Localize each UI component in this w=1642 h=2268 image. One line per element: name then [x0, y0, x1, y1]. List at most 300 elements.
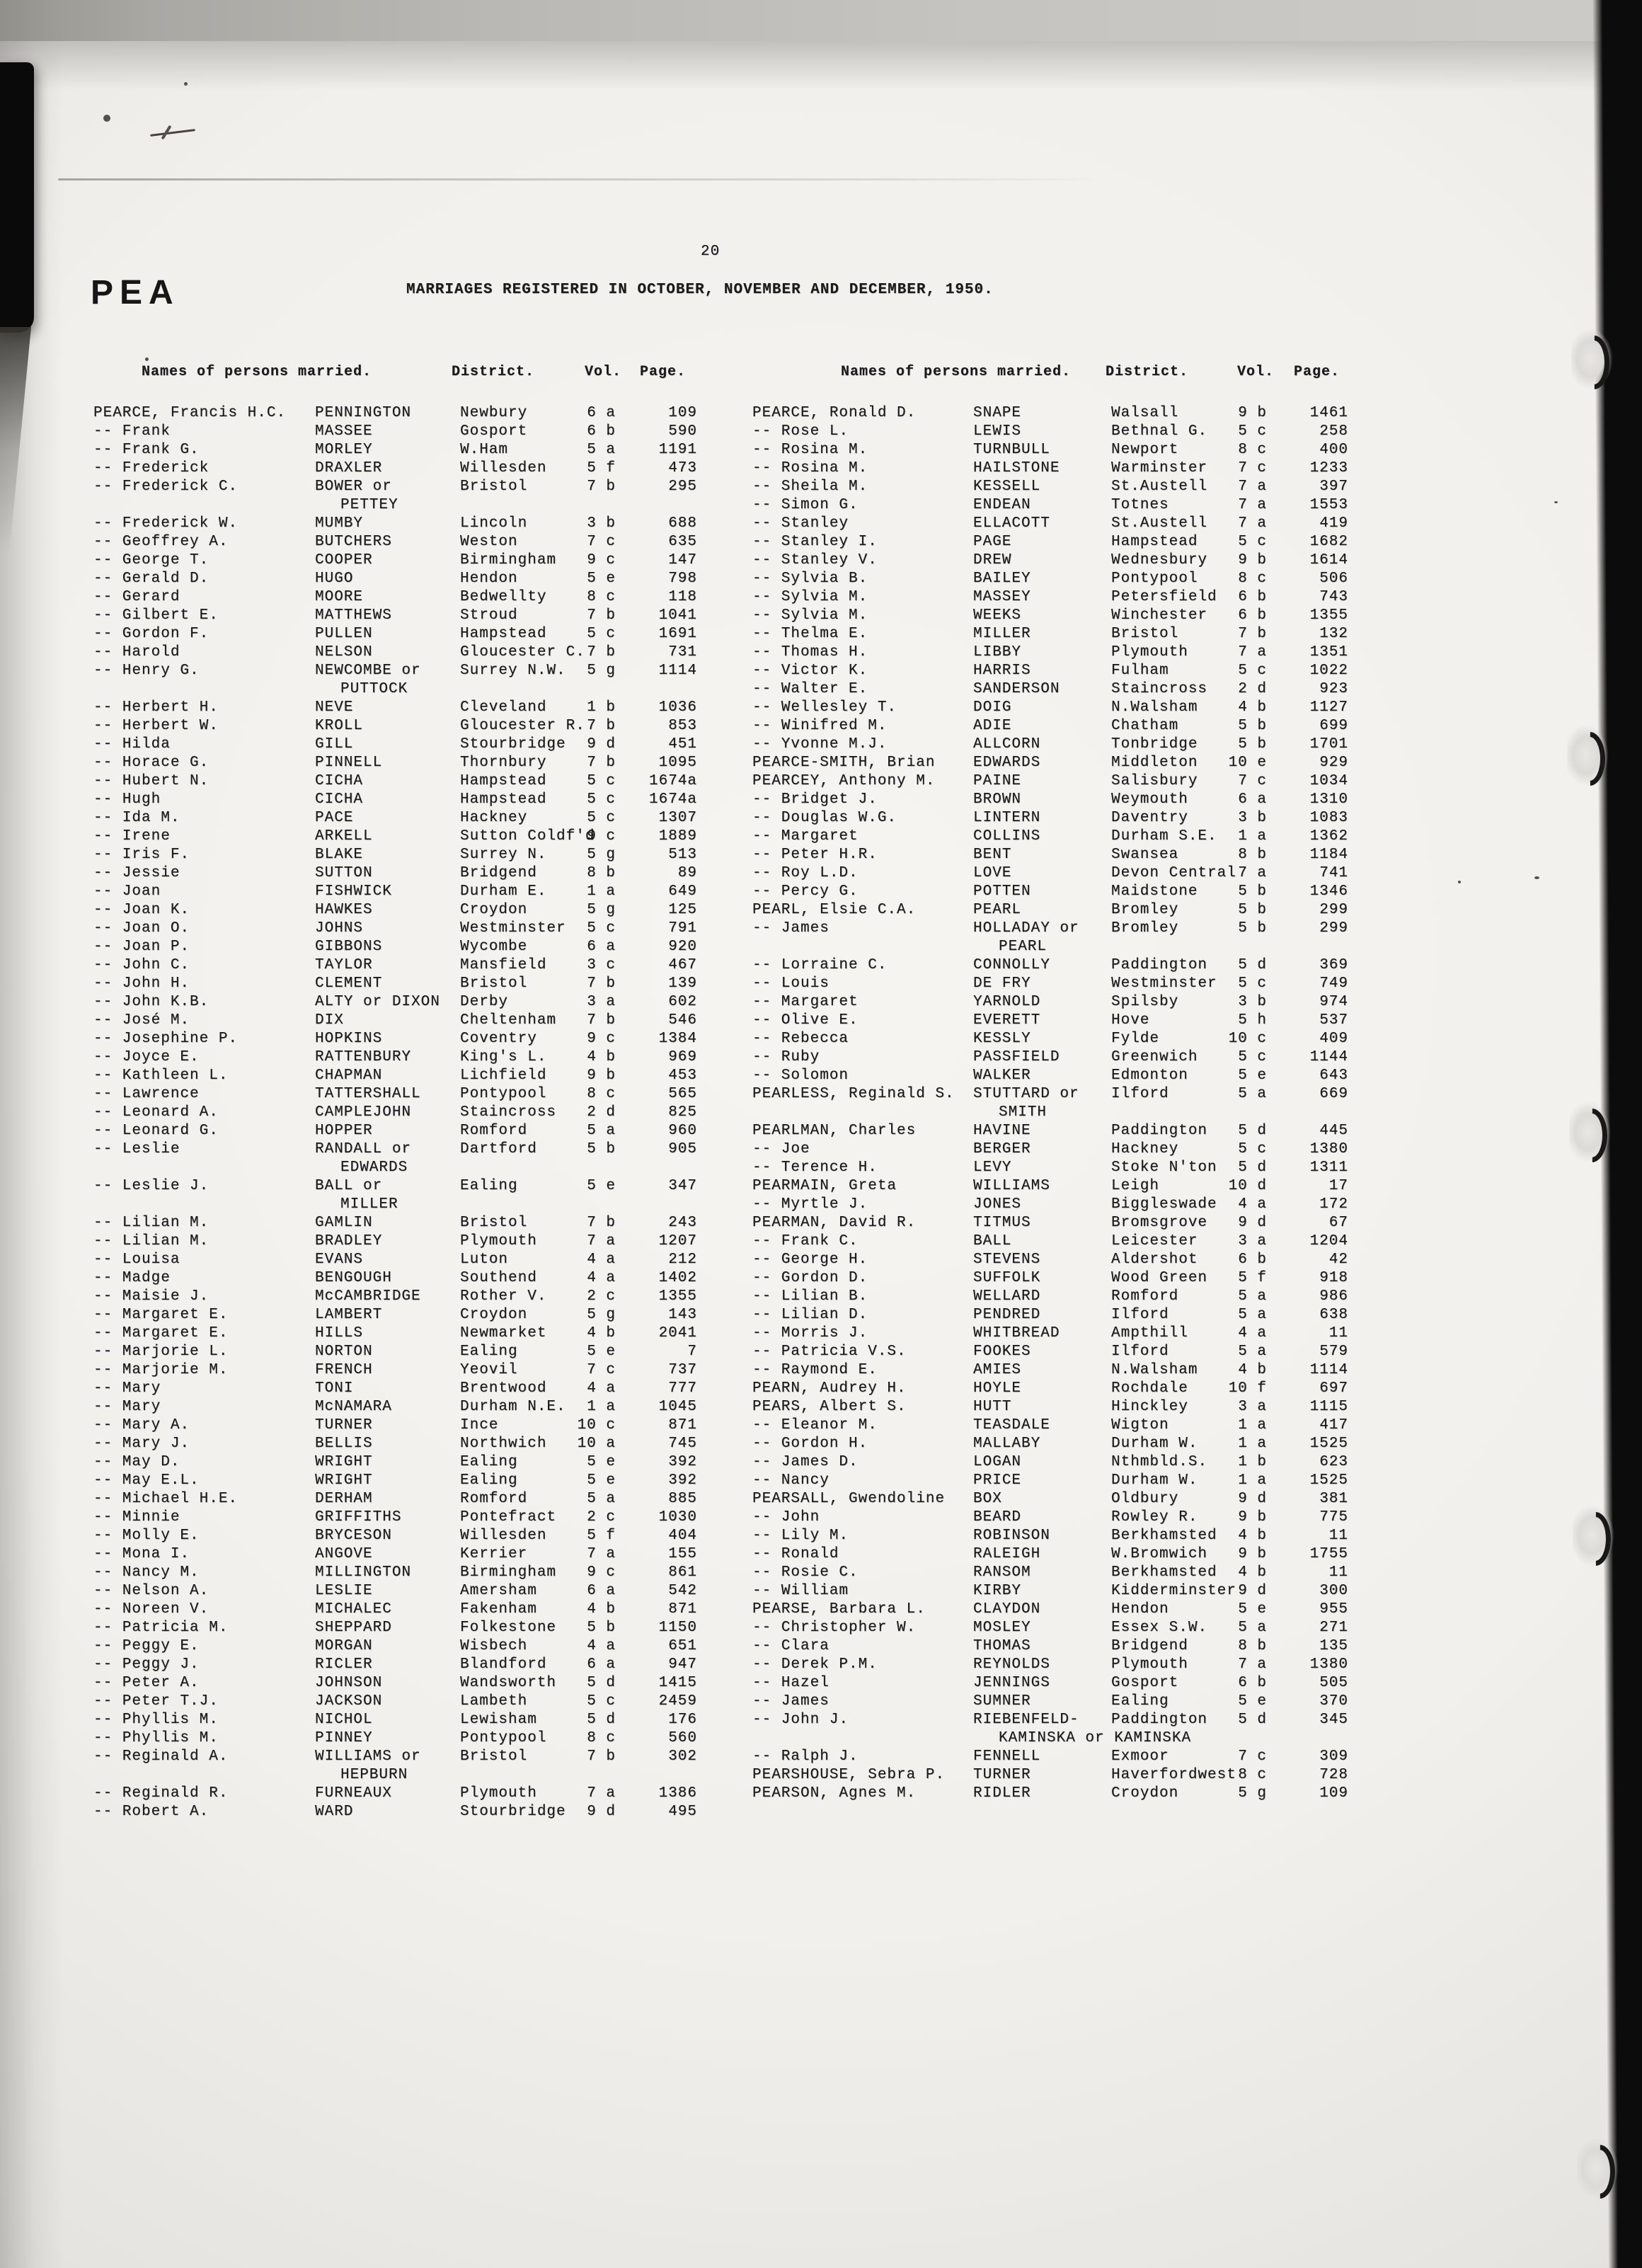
vol-cell: 5 g [587, 902, 616, 918]
table-row [752, 515, 1348, 534]
name-cell: PEARMAN, David R. [752, 1215, 917, 1231]
page-cell: 542 [668, 1583, 697, 1599]
district-cell: Gosport [1111, 1675, 1179, 1691]
vol-cell: 5 c [1238, 975, 1267, 992]
page-cell: 923 [1319, 681, 1348, 697]
table-row [752, 1528, 1348, 1546]
district-cell: Bethnal G. [1111, 423, 1208, 440]
surname-cell: TEASDALE [973, 1417, 1050, 1433]
vol-cell: 5 c [587, 773, 616, 789]
vol-cell: 9 c [587, 552, 616, 568]
surname-cell: GRIFFITHS [315, 1509, 402, 1525]
table-row [93, 718, 697, 736]
surname-cell: SUTTON [315, 865, 373, 881]
page-cell: 871 [668, 1601, 697, 1617]
table-row [93, 1123, 697, 1141]
vol-cell: 3 b [1238, 994, 1267, 1010]
table-row [752, 828, 1348, 847]
name-cell: -- Olive E. [752, 1012, 859, 1029]
vol-cell: 7 c [1238, 773, 1267, 789]
district-cell: Wandsworth [460, 1675, 557, 1691]
surname-cell: GIBBONS [315, 939, 383, 955]
surname-cell: CONNOLLY [973, 957, 1050, 973]
vol-cell: 8 c [1238, 442, 1267, 458]
name-cell: -- Stanley V. [752, 552, 878, 568]
name-cell: -- George H. [752, 1252, 868, 1268]
table-row [93, 1491, 697, 1509]
surname-cell: WEEKS [973, 607, 1022, 624]
page-cell: 172 [1319, 1196, 1348, 1213]
district-cell: Weston [460, 534, 518, 550]
table-row [752, 902, 1348, 920]
name-cell: PEARSE, Barbara L. [752, 1601, 926, 1617]
district-cell: Hampstead [1111, 534, 1198, 550]
surname-cell: THOMAS [973, 1638, 1031, 1654]
page-cell: 258 [1319, 423, 1348, 440]
name-cell: -- Robert A. [93, 1804, 209, 1820]
table-row [752, 626, 1348, 644]
district-cell: Romford [460, 1491, 528, 1507]
surname-cell: RICLER [315, 1656, 373, 1673]
surname-cell: WARD [315, 1804, 354, 1820]
surname-cell: CHAPMAN [315, 1067, 383, 1084]
page-cell: 1150 [658, 1620, 697, 1636]
district-cell: Plymouth [1111, 1656, 1188, 1673]
surname-cell: PULLEN [315, 626, 373, 642]
surname-cell: GILL [315, 736, 354, 752]
vol-cell: 7 c [587, 1362, 616, 1378]
vol-cell: 3 b [1238, 810, 1267, 826]
name-cell: -- Gordon H. [752, 1436, 868, 1452]
page-cell: 42 [1328, 1252, 1348, 1268]
name-cell: -- Kathleen L. [93, 1067, 229, 1084]
district-cell: Croydon [1111, 1785, 1179, 1802]
page-cell: 745 [668, 1436, 697, 1452]
district-cell: Newmarket [460, 1325, 547, 1341]
district-cell: Spilsby [1111, 994, 1179, 1010]
table-row [93, 1233, 697, 1252]
table-row [93, 1748, 697, 1767]
district-cell: Thornbury [460, 755, 547, 771]
page-cell: 295 [668, 479, 697, 495]
name-cell: -- Joan O. [93, 920, 190, 937]
surname-cell: MOSLEY [973, 1620, 1031, 1636]
vol-cell: 5 e [587, 1454, 616, 1470]
page-cell: 955 [1319, 1601, 1348, 1617]
surname-cell: ALTY or DIXON [315, 994, 440, 1010]
table-row [93, 626, 697, 644]
vol-cell: 2 c [587, 1288, 616, 1305]
table-row [93, 1288, 697, 1307]
surname-cell: HOLLADAY or [973, 920, 1079, 937]
binder-ring-mark [1581, 2141, 1615, 2196]
district-cell: Swansea [1111, 847, 1179, 863]
district-cell: Ampthill [1111, 1325, 1188, 1341]
surname-cell: DRAXLER [315, 460, 383, 476]
vol-cell: 5 c [1238, 663, 1267, 679]
district-cell: Pontypool [1111, 571, 1198, 587]
table-row [93, 1583, 697, 1601]
surname-cell: KIRBY [973, 1583, 1022, 1599]
page-cell: 1614 [1309, 552, 1348, 568]
table-row [93, 1656, 697, 1675]
name-cell: -- Frederick W. [93, 515, 239, 532]
page-cell: 777 [668, 1380, 697, 1397]
district-cell: N.Walsham [1111, 699, 1198, 716]
surname-cell: ALLCORN [973, 736, 1041, 752]
page-cell: 929 [1319, 755, 1348, 771]
page-cell: 1083 [1309, 810, 1348, 826]
name-cell: -- Sylvia B. [752, 571, 868, 587]
surname-cell: CAMPLEJOHN [315, 1104, 412, 1121]
vol-cell: 4 a [587, 1380, 616, 1397]
surname-cell: PENNINGTON [315, 405, 412, 421]
surname-cell: MALLABY [973, 1436, 1041, 1452]
name-cell: -- Gerald D. [93, 571, 209, 587]
table-row [752, 791, 1348, 810]
vol-cell: 5 a [587, 442, 616, 458]
vol-cell: 8 c [1238, 1767, 1267, 1783]
district-cell: Lichfield [460, 1067, 547, 1084]
name-cell: -- Sylvia M. [752, 607, 868, 624]
district-cell: Amersham [460, 1583, 537, 1599]
table-row [752, 1233, 1348, 1252]
page-cell: 370 [1319, 1693, 1348, 1709]
name-cell: -- Harold [93, 644, 180, 660]
name-cell: -- Phyllis M. [93, 1712, 219, 1728]
page-cell: 1525 [1309, 1436, 1348, 1452]
name-cell: -- Eleanor M. [752, 1417, 878, 1433]
scan-edge-blot-left [0, 62, 34, 333]
vol-cell: 7 a [1238, 865, 1267, 881]
district-cell: Bedwellty [460, 589, 547, 605]
district-cell: Wycombe [460, 939, 528, 955]
page-cell: 602 [668, 994, 697, 1010]
district-cell: Warminster [1111, 460, 1208, 476]
column-header-vol: Vol. [1237, 364, 1275, 380]
page-cell: 1380 [1309, 1141, 1348, 1157]
table-row [752, 1472, 1348, 1491]
district-cell: Wisbech [460, 1638, 528, 1654]
table-row [752, 1785, 1348, 1804]
vol-cell: 4 b [587, 1049, 616, 1065]
table-row [93, 1693, 697, 1712]
vol-cell: 6 b [1238, 607, 1267, 624]
table-row [93, 571, 697, 589]
district-cell: Ilford [1111, 1344, 1169, 1360]
table-row [752, 920, 1348, 939]
name-cell: -- Louisa [93, 1252, 180, 1268]
name-cell: -- Bridget J. [752, 791, 878, 808]
district-cell: Hackney [460, 810, 528, 826]
surname-cell: KESSELL [973, 479, 1041, 495]
surname-cell: HAILSTONE [973, 460, 1060, 476]
table-row [93, 699, 697, 718]
page-cell: 467 [668, 957, 697, 973]
page-cell: 905 [668, 1141, 697, 1157]
surname-cell: JOHNS [315, 920, 364, 937]
vol-cell: 9 b [587, 1067, 616, 1084]
name-cell: -- Douglas W.G. [752, 810, 897, 826]
surname-cell: TAYLOR [315, 957, 373, 973]
name-cell: -- John J. [752, 1712, 849, 1728]
district-cell: Kerrier [460, 1546, 528, 1562]
surname-cell: TURNER [315, 1417, 373, 1433]
surname-cell: ANGOVE [315, 1546, 373, 1562]
district-cell: King's L. [460, 1049, 547, 1065]
table-row [752, 1270, 1348, 1288]
index-section-label: PEA [91, 274, 180, 311]
table-row [752, 1325, 1348, 1344]
name-cell: -- Mona I. [93, 1546, 190, 1562]
name-cell: -- Thomas H. [752, 644, 868, 660]
table-row [752, 1086, 1348, 1104]
vol-cell: 5 b [1238, 883, 1267, 900]
district-cell: Rochdale [1111, 1380, 1188, 1397]
page-cell: 392 [668, 1472, 697, 1489]
page-cell: 560 [668, 1730, 697, 1746]
district-cell: Northwich [460, 1436, 547, 1452]
vol-cell: 9 c [587, 1564, 616, 1581]
column-header-district: District. [452, 364, 535, 380]
name-cell: -- Frank [93, 423, 171, 440]
table-row [752, 497, 1348, 515]
name-cell: -- Rosina M. [752, 460, 868, 476]
page-cell: 1380 [1309, 1656, 1348, 1673]
table-row [93, 755, 697, 773]
page-cell: 495 [668, 1804, 697, 1820]
page-cell: 1036 [658, 699, 697, 716]
vol-cell: 5 c [1238, 1141, 1267, 1157]
page-cell: 299 [1319, 902, 1348, 918]
district-cell: Wood Green [1111, 1270, 1208, 1286]
page-cell: 300 [1319, 1583, 1348, 1599]
surname-cell: PENDRED [973, 1307, 1041, 1323]
table-row [93, 1472, 697, 1491]
name-cell: -- Ida M. [93, 810, 180, 826]
name-cell: -- Hugh [93, 791, 161, 808]
name-cell: -- Reginald A. [93, 1748, 229, 1765]
scan-shadow-top [0, 0, 1642, 41]
table-row [93, 1509, 697, 1528]
surname-cell: FOOKES [973, 1344, 1031, 1360]
page-cell: 638 [1319, 1307, 1348, 1323]
page-cell: 155 [668, 1546, 697, 1562]
vol-cell: 5 a [587, 1123, 616, 1139]
table-row [93, 810, 697, 828]
name-cell: -- Solomon [752, 1067, 849, 1084]
table-row [752, 1049, 1348, 1067]
page-cell: 419 [1319, 515, 1348, 532]
district-cell: Bristol [460, 1748, 528, 1765]
surname-cell: TURNER [973, 1767, 1031, 1783]
name-cell: PEARCE, Ronald D. [752, 405, 917, 421]
district-cell: Southend [460, 1270, 537, 1286]
district-cell: Derby [460, 994, 509, 1010]
table-row [752, 1215, 1348, 1233]
vol-cell: 5 c [587, 626, 616, 642]
surname-cell: LAMBERT [315, 1307, 383, 1323]
name-cell: -- Michael H.E. [93, 1491, 239, 1507]
vol-cell: 4 b [587, 1325, 616, 1341]
table-row [752, 534, 1348, 552]
surname-cell: TURNBULL [973, 442, 1050, 458]
page-cell: 623 [1319, 1454, 1348, 1470]
table-row [93, 1178, 697, 1196]
page-cell: 974 [1319, 994, 1348, 1010]
table-row [93, 515, 697, 534]
vol-cell: 5 c [1238, 423, 1267, 440]
table-row [752, 1712, 1348, 1730]
page-cell: 969 [668, 1049, 697, 1065]
name-cell: -- John C. [93, 957, 190, 973]
table-row [93, 975, 697, 994]
surname-cell: NORTON [315, 1344, 373, 1360]
page-cell: 11 [1328, 1325, 1348, 1341]
name-cell: -- Ralph J. [752, 1748, 859, 1765]
name-cell: -- Lilian M. [93, 1215, 209, 1231]
table-row [93, 663, 697, 681]
name-cell: -- Mary [93, 1399, 161, 1415]
name-cell: PEARLESS, Reginald S. [752, 1086, 955, 1102]
surname-continuation-cell: PEARL [999, 939, 1047, 955]
ink-speck [103, 115, 110, 122]
district-cell: Haverfordwest [1111, 1767, 1236, 1783]
name-cell: -- James D. [752, 1454, 859, 1470]
vol-cell: 5 c [1238, 534, 1267, 550]
ink-speck [145, 357, 149, 361]
surname-cell: CICHA [315, 791, 364, 808]
table-row [752, 957, 1348, 975]
page-cell: 853 [668, 718, 697, 734]
surname-cell: EVERETT [973, 1012, 1041, 1029]
page-cell: 697 [1319, 1380, 1348, 1397]
name-cell: -- John K.B. [93, 994, 209, 1010]
district-cell: Biggleswade [1111, 1196, 1217, 1213]
vol-cell: 1 a [1238, 1436, 1267, 1452]
surname-cell: MASSEE [315, 423, 373, 440]
name-cell: -- Lorraine C. [752, 957, 888, 973]
vol-cell: 5 b [1238, 718, 1267, 734]
table-row [752, 1196, 1348, 1215]
page-cell: 1415 [658, 1675, 697, 1691]
page-cell: 243 [668, 1215, 697, 1231]
page-cell: 546 [668, 1012, 697, 1029]
district-cell: Daventry [1111, 810, 1188, 826]
district-cell: Hampstead [460, 773, 547, 789]
table-row [752, 1436, 1348, 1454]
vol-cell: 5 a [1238, 1620, 1267, 1636]
name-cell: -- Maisie J. [93, 1288, 209, 1305]
table-row [752, 405, 1348, 423]
district-cell: Stourbridge [460, 736, 566, 752]
name-cell: -- Leslie [93, 1141, 180, 1157]
page-cell: 871 [668, 1417, 697, 1433]
table-row [93, 791, 697, 810]
name-cell: PEARSHOUSE, Sebra P. [752, 1767, 946, 1783]
surname-cell: BELLIS [315, 1436, 373, 1452]
table-row [93, 773, 697, 791]
name-cell: -- Gordon D. [752, 1270, 868, 1286]
table-row [93, 644, 697, 663]
district-cell: Fulham [1111, 663, 1169, 679]
name-cell: -- Geoffrey A. [93, 534, 229, 550]
table-row [93, 607, 697, 626]
table-row [752, 1454, 1348, 1472]
surname-cell: SNAPE [973, 405, 1022, 421]
district-cell: N.Walsham [1111, 1362, 1198, 1378]
table-row [93, 1785, 697, 1804]
vol-cell: 5 c [587, 920, 616, 937]
surname-cell: JACKSON [315, 1693, 383, 1709]
page-cell: 885 [668, 1491, 697, 1507]
vol-cell: 5 g [587, 663, 616, 679]
page-cell: 1022 [1309, 663, 1348, 679]
page-cell: 400 [1319, 442, 1348, 458]
district-cell: Brentwood [460, 1380, 547, 1397]
page-cell: 302 [668, 1748, 697, 1765]
district-cell: Hampstead [460, 626, 547, 642]
surname-cell: NELSON [315, 644, 373, 660]
name-cell: -- Jessie [93, 865, 180, 881]
table-row [93, 1564, 697, 1583]
district-cell: Croydon [460, 902, 528, 918]
district-cell: Durham S.E. [1111, 828, 1217, 844]
surname-cell: BRYCESON [315, 1528, 392, 1544]
surname-cell: MORLEY [315, 442, 373, 458]
surname-cell: MATTHEWS [315, 607, 392, 624]
table-row [752, 736, 1348, 755]
page-cell: 345 [1319, 1712, 1348, 1728]
surname-cell: RATTENBURY [315, 1049, 412, 1065]
page-cell: 473 [668, 460, 697, 476]
surname-cell: MICHALEC [315, 1601, 392, 1617]
vol-cell: 5 a [1238, 1344, 1267, 1360]
page-cell: 135 [1319, 1638, 1348, 1654]
table-row-continuation [93, 681, 697, 699]
name-cell: PEARS, Albert S. [752, 1399, 907, 1415]
vol-cell: 5 d [1238, 1712, 1267, 1728]
table-row [752, 423, 1348, 442]
vol-cell: 5 d [1238, 957, 1267, 973]
district-cell: Essex S.W. [1111, 1620, 1208, 1636]
vol-cell: 1 a [1238, 1417, 1267, 1433]
surname-cell: PINNELL [315, 755, 383, 771]
page-cell: 1461 [1309, 405, 1348, 421]
district-cell: Romford [1111, 1288, 1179, 1305]
page-cell: 1041 [658, 607, 697, 624]
surname-cell: RIEBENFELD- [973, 1712, 1079, 1728]
page-cell: 798 [668, 571, 697, 587]
surname-cell: PAINE [973, 773, 1022, 789]
district-cell: Ealing [460, 1454, 518, 1470]
table-row-continuation [752, 1104, 1348, 1123]
page-cell: 1307 [658, 810, 697, 826]
page-cell: 513 [668, 847, 697, 863]
page-cell: 920 [668, 939, 697, 955]
page-cell: 445 [1319, 1123, 1348, 1139]
page-cell: 11 [1328, 1528, 1348, 1544]
table-row [752, 883, 1348, 902]
table-row [752, 681, 1348, 699]
page-cell: 1402 [658, 1270, 697, 1286]
vol-cell: 7 c [1238, 1748, 1267, 1765]
table-row [93, 1012, 697, 1031]
surname-cell: COOPER [315, 552, 373, 568]
district-cell: Pontypool [460, 1086, 547, 1102]
surname-cell: BERGER [973, 1141, 1031, 1157]
district-cell: Wigton [1111, 1417, 1169, 1433]
